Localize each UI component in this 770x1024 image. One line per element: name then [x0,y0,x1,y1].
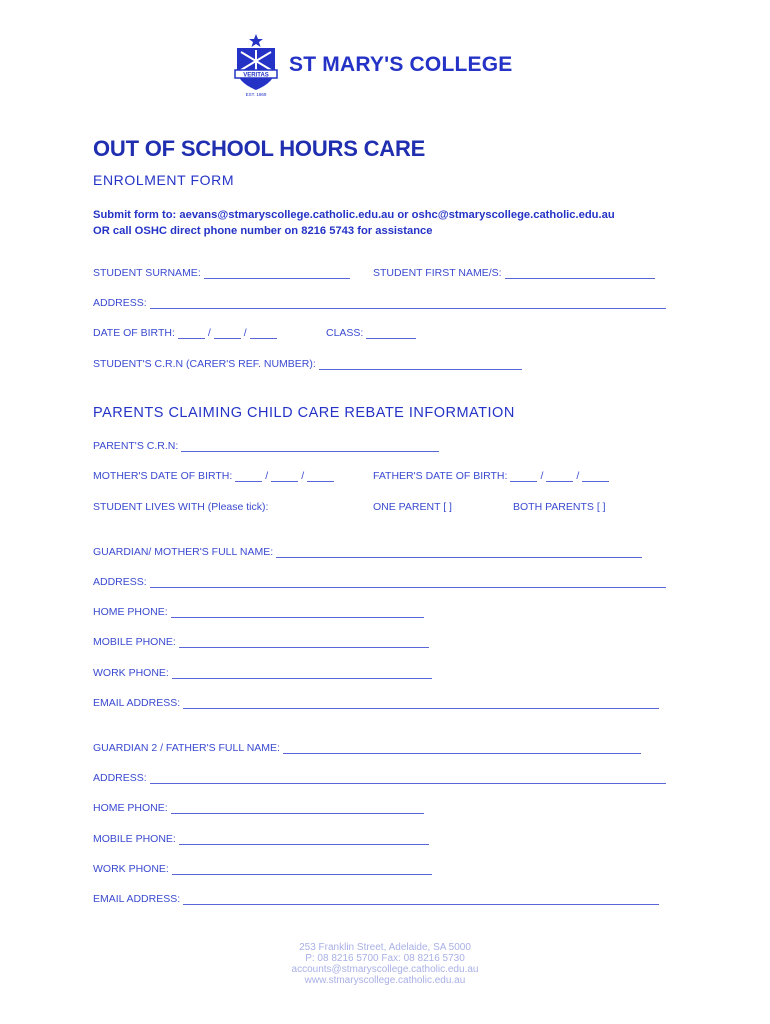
guardian2-mobile-phone-field[interactable] [93,833,429,845]
footer-website[interactable]: www.stmaryscollege.catholic.edu.au [304,975,466,986]
both-parents-label[interactable]: BOTH PARENTS [ ] [513,501,606,513]
lives-with-label: STUDENT LIVES WITH (Please tick): [93,501,269,513]
form-title: OUT OF SCHOOL HOURS CARE [93,136,426,161]
guardian1-email-field[interactable] [93,697,659,709]
guardian1-work-phone-field[interactable] [93,667,432,679]
guardian1-name-line[interactable] [276,547,642,558]
guardian2-mobile-phone-line[interactable] [179,834,429,845]
student-class-line[interactable] [366,328,416,339]
lives-with-field [93,501,268,513]
college-name: ST MARY'S COLLEGE [289,53,513,76]
guardian1-mobile-phone-label: MOBILE PHONE: [93,636,176,648]
dob-year-line[interactable] [250,328,277,339]
dob-day-line[interactable] [178,328,205,339]
guardian2-work-phone-label: WORK PHONE: [93,863,169,875]
student-address-label: ADDRESS: [93,297,147,309]
guardian2-email-line[interactable] [183,894,659,905]
guardian2-work-phone-field[interactable] [93,863,432,875]
student-surname-field[interactable] [93,267,350,279]
student-first-name-field[interactable] [373,267,655,279]
student-dob-label: DATE OF BIRTH: [93,327,175,339]
guardian1-address-line[interactable] [150,577,666,588]
college-crest-logo [233,34,279,98]
footer-contact [0,942,770,986]
footer-phone-fax: P: 08 8216 5700 Fax: 08 8216 5730 [305,953,465,964]
father-dob-day-line[interactable] [510,471,537,482]
rebate-section-title: PARENTS CLAIMING CHILD CARE REBATE INFORMATION [93,405,515,421]
student-dob-field[interactable]: DATE OF BIRTH: / / [93,327,277,339]
guardian1-mobile-phone-field[interactable] [93,636,429,648]
guardian1-home-phone-field[interactable] [93,606,424,618]
mother-dob-year-line[interactable] [307,471,334,482]
guardian2-email-label: EMAIL ADDRESS: [93,893,181,905]
father-dob-field[interactable]: FATHER'S DATE OF BIRTH: / / [373,470,609,482]
guardian2-home-phone-field[interactable] [93,802,424,814]
form-subtitle: ENROLMENT FORM [93,172,235,188]
mother-dob-day-line[interactable] [235,471,262,482]
guardian1-address-label: ADDRESS: [93,576,147,588]
student-first-name-line[interactable] [505,268,655,279]
student-address-field[interactable] [93,297,666,309]
father-dob-label: FATHER'S DATE OF BIRTH: [373,470,508,482]
guardian2-work-phone-line[interactable] [172,864,432,875]
student-class-field[interactable] [326,327,416,339]
parent-crn-field[interactable] [93,440,439,452]
student-crn-line[interactable] [319,359,522,370]
one-parent-checkbox[interactable] [373,501,452,513]
guardian2-name-label: GUARDIAN 2 / FATHER'S FULL NAME: [93,742,280,754]
guardian2-name-field[interactable] [93,742,641,754]
guardian1-address-field[interactable] [93,576,666,588]
both-parents-checkbox[interactable] [513,501,606,513]
footer-email[interactable]: accounts@stmaryscollege.catholic.edu.au [291,964,479,975]
father-dob-month-line[interactable] [546,471,573,482]
guardian2-mobile-phone-label: MOBILE PHONE: [93,833,176,845]
student-surname-line[interactable] [204,268,350,279]
guardian1-mobile-phone-line[interactable] [179,637,429,648]
guardian1-email-label: EMAIL ADDRESS: [93,697,181,709]
guardian2-address-line[interactable] [150,773,666,784]
submit-line-1: Submit form to: aevans@stmaryscollege.catholic.edu.au or oshc@stmaryscollege.catholic.edu.au [93,209,615,221]
guardian1-name-field[interactable] [93,546,642,558]
crest-motto: VERITAS [243,72,269,79]
guardian1-home-phone-line[interactable] [171,607,424,618]
parent-crn-line[interactable] [181,441,439,452]
father-dob-year-line[interactable] [582,471,609,482]
guardian1-name-label: GUARDIAN/ MOTHER'S FULL NAME: [93,546,274,558]
guardian1-work-phone-line[interactable] [172,668,432,679]
student-surname-label: STUDENT SURNAME: [93,267,201,279]
mother-dob-month-line[interactable] [271,471,298,482]
guardian2-address-field[interactable] [93,772,666,784]
submit-line-2: OR call OSHC direct phone number on 8216 5743 for assistance [93,225,433,237]
guardian2-name-line[interactable] [283,743,641,754]
guardian2-address-label: ADDRESS: [93,772,147,784]
guardian1-work-phone-label: WORK PHONE: [93,667,169,679]
guardian1-home-phone-label: HOME PHONE: [93,606,168,618]
student-address-line[interactable] [150,298,666,309]
footer-address: 253 Franklin Street, Adelaide, SA 5000 [299,942,471,953]
crest-star-icon [249,34,263,47]
parent-crn-label: PARENT'S C.R.N: [93,440,179,452]
student-class-label: CLASS: [326,327,364,339]
guardian1-email-line[interactable] [183,698,659,709]
student-crn-label: STUDENT'S C.R.N (CARER'S REF. NUMBER): [93,358,316,370]
guardian2-home-phone-label: HOME PHONE: [93,802,168,814]
guardian2-home-phone-line[interactable] [171,803,424,814]
student-first-name-label: STUDENT FIRST NAME/S: [373,267,502,279]
student-crn-field[interactable] [93,358,522,370]
mother-dob-label: MOTHER'S DATE OF BIRTH: [93,470,233,482]
one-parent-label[interactable]: ONE PARENT [ ] [373,501,452,513]
guardian2-email-field[interactable] [93,893,659,905]
dob-month-line[interactable] [214,328,241,339]
crest-est: EST. 1869 [245,92,267,97]
submit-instructions [93,207,615,239]
mother-dob-field[interactable]: MOTHER'S DATE OF BIRTH: / / [93,470,334,482]
